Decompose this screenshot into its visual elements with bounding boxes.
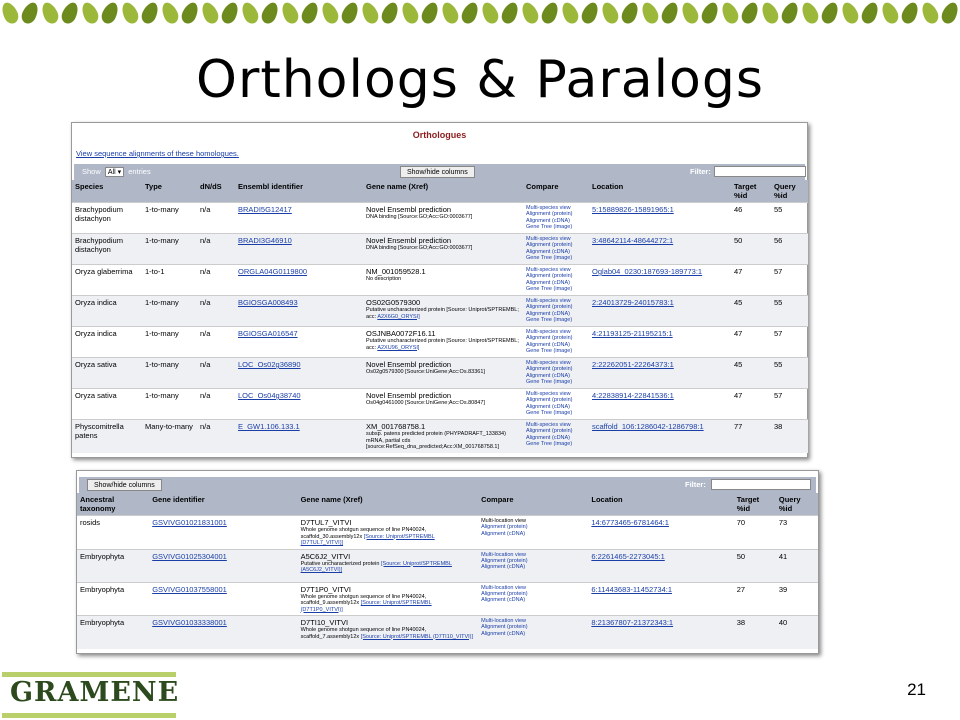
leaf-icon [919, 0, 941, 26]
compare-link[interactable]: Alignment (protein) [526, 273, 573, 280]
location-cell [588, 616, 733, 649]
species-cell: Brachypodium distachyon [72, 203, 142, 234]
target-id-cell: 46 [731, 203, 771, 234]
location-cell [589, 234, 731, 265]
ensembl-id-link[interactable]: LOC_Os04g38740 [238, 391, 301, 400]
paralogues-filter-input[interactable] [711, 479, 811, 490]
xref-link[interactable]: [Source: Uniprot/SPTREMBL (D7TI10_VITVI)] [360, 633, 473, 640]
column-header[interactable]: Ancestral taxonomy [77, 493, 149, 516]
location-cell [588, 582, 733, 616]
leaf-icon [119, 0, 141, 26]
query-id-cell: 39 [776, 582, 818, 616]
leaf-icon [259, 0, 281, 26]
location-link[interactable]: 14:6773465-6781464:1 [591, 518, 669, 527]
orthologues-panel [71, 122, 808, 458]
leaf-icon [179, 0, 201, 26]
table-row [77, 616, 818, 649]
leaf-icon [19, 0, 41, 26]
column-header[interactable]: dN/dS [197, 180, 235, 203]
leaf-icon [459, 0, 481, 26]
column-header[interactable]: Species [72, 180, 142, 203]
gene-description: Whole genome shotgun sequence of line PN40024, scaffold_30.assembly12x [Source: Uniprot/SPTREMBL (D7TUL7_VITVI)] [300, 527, 435, 546]
location-link[interactable]: 5:15889826-15891965:1 [592, 205, 674, 214]
species-cell: Oryza glaberrima [72, 265, 142, 296]
compare-link[interactable]: Alignment (cDNA) [481, 630, 526, 637]
species-cell: Oryza sativa [72, 358, 142, 389]
species-cell: Oryza indica [72, 327, 142, 358]
gene-description: DNA binding [Source:GO;Acc:GO:0003677] [366, 214, 473, 220]
ensembl-id-link[interactable]: BGIOSGA016547 [238, 329, 298, 338]
column-header[interactable]: Gene name (Xref) [298, 493, 478, 516]
gene-description: No description [366, 276, 402, 282]
table-row [72, 296, 808, 327]
location-cell [589, 420, 731, 453]
compare-link[interactable]: Alignment (cDNA) [526, 217, 571, 224]
compare-link[interactable]: Alignment (cDNA) [526, 310, 571, 317]
gene-description: Whole genome shotgun sequence of line PN40024, scaffold_9.assembly12x [Source: Uniprot/SPTREMBL (D7T1P0_VITVI)] [300, 593, 432, 613]
compare-link[interactable]: Alignment (protein) [526, 366, 573, 373]
leaf-icon [739, 0, 761, 26]
filter-input[interactable] [714, 166, 806, 177]
target-id-cell: 47 [731, 389, 771, 420]
slide-title: Orthologs & Paralogs [196, 50, 764, 110]
taxonomy-cell: Embryophyta [77, 582, 149, 616]
compare-link[interactable]: Multi-species view [526, 298, 571, 304]
logo-text: GRAMENE [10, 677, 180, 708]
gene-description: Putative uncharacterized protein [Source: Uniprot/SPTREMBL (A5C6J2_VITVI)] [300, 560, 452, 573]
orthologues-title: Orthologues [412, 130, 467, 140]
location-link[interactable]: Oglab04_0230:187693-189773:1 [592, 267, 703, 276]
compare-link[interactable]: Gene Tree (image) [526, 347, 573, 354]
dnds-cell: n/a [197, 389, 235, 420]
ensembl-id-cell [235, 234, 363, 265]
column-header[interactable]: Type [142, 180, 197, 203]
taxonomy-cell: Embryophyta [77, 549, 149, 582]
location-link[interactable]: 6:11443683-11452734:1 [591, 584, 672, 594]
species-cell: Oryza indica [72, 296, 142, 327]
gene-id-link[interactable]: GSVIVG01025304001 [152, 551, 227, 561]
leaf-icon [619, 0, 641, 26]
leaf-icon [199, 0, 221, 26]
target-id-cell: 27 [734, 582, 776, 616]
ensembl-id-link[interactable]: BGIOSGA008493 [238, 298, 298, 307]
dnds-cell: n/a [197, 358, 235, 389]
compare-link[interactable]: Gene Tree (image) [526, 440, 573, 447]
leaf-icon [39, 0, 61, 26]
compare-link[interactable]: Alignment (cDNA) [526, 248, 571, 255]
table-row [72, 389, 808, 420]
query-id-cell: 41 [776, 549, 818, 582]
leaf-icon [299, 0, 321, 26]
gene-id-cell [149, 616, 297, 649]
compare-link[interactable]: Alignment (cDNA) [481, 530, 526, 537]
compare-cell [523, 265, 589, 296]
query-id-cell: 73 [776, 516, 818, 550]
paralogues-controls [79, 477, 816, 493]
leaf-icon [859, 0, 881, 26]
gene-id-cell [149, 516, 297, 550]
compare-link[interactable]: Gene Tree (image) [526, 409, 573, 416]
leaf-icon [819, 0, 841, 26]
leaf-icon [139, 0, 161, 26]
gene-name: Novel Ensembl prediction [366, 391, 452, 400]
type-cell: 1-to-many [142, 327, 197, 358]
gene-name: Novel Ensembl prediction [366, 236, 452, 245]
leaf-icon [839, 0, 861, 26]
compare-link[interactable]: Alignment (cDNA) [526, 372, 571, 379]
compare-cell [523, 389, 589, 420]
compare-link[interactable]: Gene Tree (image) [526, 285, 573, 292]
dnds-cell: n/a [197, 265, 235, 296]
leaf-icon [579, 0, 601, 26]
gene-name-cell [363, 327, 523, 358]
leaf-icon [499, 0, 521, 26]
gene-name-cell [363, 203, 523, 234]
gene-name: Novel Ensembl prediction [366, 205, 452, 214]
target-id-cell: 70 [734, 516, 776, 550]
gene-name-cell [298, 616, 478, 649]
compare-link[interactable]: Alignment (cDNA) [526, 279, 571, 286]
orthologues-controls [74, 164, 805, 180]
ensembl-id-cell [235, 265, 363, 296]
location-link[interactable]: 3:48642114-48644272:1 [592, 236, 674, 245]
leaf-icon [339, 0, 361, 26]
leaf-icon [759, 0, 781, 26]
type-cell: 1-to-many [142, 234, 197, 265]
target-id-cell: 45 [731, 358, 771, 389]
leaf-icon [679, 0, 701, 26]
compare-cell [478, 516, 588, 550]
leaf-icon [799, 0, 821, 26]
ensembl-id-link[interactable]: ORGLA04G0119800 [238, 267, 308, 276]
type-cell: 1-to-1 [142, 265, 197, 296]
target-id-cell: 38 [734, 616, 776, 649]
column-header[interactable]: Gene identifier [149, 493, 297, 516]
leaf-icon [59, 0, 81, 26]
column-header[interactable]: Ensembl identifier [235, 180, 363, 203]
compare-link[interactable]: Multi-species view [526, 267, 571, 273]
column-header[interactable]: Gene name (Xref) [363, 180, 523, 203]
leaf-icon [359, 0, 381, 26]
compare-link[interactable]: Multi-species view [526, 391, 571, 397]
location-cell [589, 296, 731, 327]
compare-link[interactable]: Gene Tree (image) [526, 223, 573, 230]
compare-link[interactable]: Alignment (protein) [526, 211, 573, 218]
compare-link[interactable]: Alignment (protein) [526, 304, 573, 311]
xref-link[interactable]: A2X6G0_ORYSI] [377, 313, 420, 320]
location-link[interactable]: 6:2261465-2273045:1 [591, 551, 665, 561]
location-cell [589, 203, 731, 234]
leaf-icon [699, 0, 721, 26]
query-id-cell: 55 [771, 358, 808, 389]
gene-description: Os02g0579300 [Source:UniGene;Acc:Os.83361] [366, 369, 485, 375]
ensembl-id-cell [235, 327, 363, 358]
gene-description: subsp. patens predicted protein (PHYPADRAFT_133834) mRNA, partial cds [source:RefSeq_dna_predicted;Acc:XM_001768758.1] [366, 431, 506, 450]
leaf-icon [0, 0, 21, 26]
compare-link[interactable]: Multi-location view [481, 518, 526, 524]
compare-link[interactable]: Alignment (protein) [526, 335, 573, 342]
gene-name: OSJNBA0072F16.11 [366, 329, 436, 338]
gene-name: D7T1P0_VITVI [300, 584, 352, 594]
xref-link[interactable]: [Source: Uniprot/SPTREMBL (D7T1P0_VITVI)] [300, 600, 432, 613]
leaf-icon [99, 0, 121, 26]
query-id-cell: 57 [771, 265, 808, 296]
paralogues-filter-label: Filter: [685, 480, 706, 489]
leaf-icon [559, 0, 581, 26]
gene-id-link[interactable]: GSVIVG01021831001 [152, 518, 227, 527]
paralogues-panel [76, 470, 819, 654]
leaf-icon [599, 0, 621, 26]
table-row [72, 265, 808, 296]
dnds-cell: n/a [197, 203, 235, 234]
compare-link[interactable]: Alignment (protein) [481, 557, 528, 564]
compare-link[interactable]: Multi-species view [526, 329, 571, 335]
taxonomy-cell: Embryophyta [77, 616, 149, 649]
show-label: Show [82, 167, 101, 176]
gene-description: Putative uncharacterized protein [Source: Uniprot/SPTREMBL; acc: A2XU96_ORYSI] [366, 338, 519, 351]
show-hide-columns-button[interactable]: Show/hide columns [400, 166, 475, 178]
table-row [77, 516, 818, 550]
location-link[interactable]: 4:21193125-21195215:1 [592, 329, 673, 338]
gene-description: Whole genome shotgun sequence of line PN40024, scaffold_7.assembly12x [Source: Uniprot/SPTREMBL (D7TI10_VITVI)] [300, 627, 473, 640]
gene-description: Putative uncharacterized protein [Source: Uniprot/SPTREMBL; acc: A2X6G0_ORYSI] [366, 307, 519, 320]
query-id-cell: 40 [776, 616, 818, 649]
compare-link[interactable]: Alignment (protein) [481, 624, 528, 631]
target-id-cell: 50 [731, 234, 771, 265]
compare-cell [478, 616, 588, 649]
leaf-icon [419, 0, 441, 26]
xref-link[interactable]: A2XU96_ORYSI] [377, 344, 420, 351]
leaf-icon [639, 0, 661, 26]
compare-cell [478, 582, 588, 616]
type-cell: Many-to-many [142, 420, 197, 453]
gene-name-cell [298, 582, 478, 616]
compare-link[interactable]: Gene Tree (image) [526, 378, 573, 385]
gene-name-cell [363, 389, 523, 420]
gene-name-cell [363, 420, 523, 453]
species-cell: Physcomitrella patens [72, 420, 142, 453]
leaf-icon [399, 0, 421, 26]
gramene-logo [2, 672, 180, 718]
gene-name: OS02G0579300 [366, 298, 421, 307]
table-row [72, 234, 808, 265]
compare-link[interactable]: Alignment (protein) [526, 428, 573, 435]
paralogues-table [77, 493, 818, 649]
xref-link[interactable]: [Source: Uniprot/SPTREMBL (D7TUL7_VITVI)] [300, 533, 435, 546]
target-id-cell: 50 [734, 549, 776, 582]
type-cell: 1-to-many [142, 358, 197, 389]
compare-cell [523, 234, 589, 265]
leaf-icon [319, 0, 341, 26]
leaf-icon [539, 0, 561, 26]
leaf-icon [519, 0, 541, 26]
leaf-icon [439, 0, 461, 26]
dnds-cell: n/a [197, 420, 235, 453]
location-link[interactable]: scaffold_106:1286042-1286798:1 [592, 422, 704, 431]
gene-name: NM_001059528.1 [366, 267, 426, 276]
gene-name-cell [363, 358, 523, 389]
column-header[interactable]: Target %id [731, 180, 771, 203]
target-id-cell: 45 [731, 296, 771, 327]
dnds-cell: n/a [197, 234, 235, 265]
ensembl-id-link[interactable]: BRADI5G12417 [238, 205, 292, 214]
target-id-cell: 47 [731, 327, 771, 358]
logo-bar-bottom [2, 713, 176, 718]
compare-link[interactable]: Alignment (cDNA) [526, 403, 571, 410]
compare-link[interactable]: Multi-species view [526, 360, 571, 366]
compare-link[interactable]: Alignment (cDNA) [481, 597, 526, 604]
dnds-cell: n/a [197, 327, 235, 358]
table-row [77, 549, 818, 582]
compare-link[interactable]: Multi-species view [526, 422, 571, 428]
location-cell [589, 265, 731, 296]
column-header[interactable]: Query %id [771, 180, 808, 203]
leaf-icon [379, 0, 401, 26]
gene-name-cell [363, 265, 523, 296]
gene-description: Os04g0461000 [Source:UniGene;Acc:Os.80847] [366, 400, 485, 406]
leaf-icon [219, 0, 241, 26]
location-cell [588, 516, 733, 550]
leaf-icon [719, 0, 741, 26]
gene-name: D7TI10_VITVI [300, 618, 349, 627]
ensembl-id-link[interactable]: LOC_Os02g36890 [238, 360, 301, 369]
query-id-cell: 56 [771, 234, 808, 265]
location-link[interactable]: 8:21367807-21372343:1 [591, 618, 674, 627]
location-cell [589, 327, 731, 358]
species-cell: Brachypodium distachyon [72, 234, 142, 265]
compare-link[interactable]: Alignment (protein) [526, 242, 573, 249]
leaf-icon [659, 0, 681, 26]
gene-id-cell [149, 549, 297, 582]
gene-name-cell [363, 296, 523, 327]
gene-name: XM_001768758.1 [366, 422, 426, 431]
leaf-icon [779, 0, 801, 26]
column-header[interactable]: Location [588, 493, 733, 516]
compare-cell [478, 549, 588, 582]
species-cell: Oryza sativa [72, 389, 142, 420]
leaf-icon [879, 0, 901, 26]
query-id-cell: 55 [771, 203, 808, 234]
entries-select[interactable]: All ▾ [105, 167, 124, 177]
compare-cell [523, 420, 589, 453]
ensembl-id-link[interactable]: E_GW1.106.133.1 [238, 422, 300, 431]
gene-name: A5C6J2_VITVI [300, 551, 351, 561]
compare-link[interactable]: Alignment (cDNA) [526, 341, 571, 348]
column-header[interactable]: Target %id [734, 493, 776, 516]
dnds-cell: n/a [197, 296, 235, 327]
compare-cell [523, 358, 589, 389]
leaf-banner [0, 0, 960, 28]
ensembl-id-cell [235, 296, 363, 327]
location-link[interactable]: 2:24013729-24015783:1 [592, 298, 674, 307]
query-id-cell: 57 [771, 389, 808, 420]
entries-select-value: All [107, 169, 116, 176]
compare-link[interactable]: Alignment (protein) [481, 524, 528, 531]
leaf-icon [239, 0, 261, 26]
type-cell: 1-to-many [142, 389, 197, 420]
leaf-icon [159, 0, 181, 26]
gene-name: D7TUL7_VITVI [300, 518, 352, 527]
compare-link[interactable]: Multi-location view [481, 584, 526, 591]
gene-id-link[interactable]: GSVIVG01037558001 [152, 584, 227, 594]
compare-link[interactable]: Alignment (protein) [481, 590, 528, 597]
compare-link[interactable]: Multi-location view [481, 551, 526, 558]
type-cell: 1-to-many [142, 203, 197, 234]
ensembl-id-link[interactable]: BRADI3G46910 [238, 236, 292, 245]
column-header[interactable]: Compare [478, 493, 588, 516]
compare-link[interactable]: Gene Tree (image) [526, 316, 573, 323]
ensembl-id-cell [235, 203, 363, 234]
ensembl-id-cell [235, 389, 363, 420]
table-row [72, 358, 808, 389]
gene-name: Novel Ensembl prediction [366, 360, 452, 369]
ensembl-id-cell [235, 358, 363, 389]
show-entries [82, 167, 151, 177]
leaf-icon [939, 0, 960, 26]
xref-link[interactable]: [Source: Uniprot/SPTREMBL (A5C6J2_VITVI)] [300, 560, 452, 573]
table-row [72, 327, 808, 358]
filter-label: Filter: [690, 167, 711, 176]
gene-id-cell [149, 582, 297, 616]
compare-cell [523, 203, 589, 234]
compare-link[interactable]: Alignment (cDNA) [526, 434, 571, 441]
page-number: 21 [907, 680, 926, 699]
compare-cell [523, 327, 589, 358]
leaf-icon [79, 0, 101, 26]
view-alignments-link[interactable]: View sequence alignments of these homologues. [76, 149, 239, 158]
compare-link[interactable]: Alignment (cDNA) [481, 564, 526, 571]
location-link[interactable]: 4:22838914-22841536:1 [592, 391, 674, 400]
location-cell [589, 358, 731, 389]
column-header[interactable]: Location [589, 180, 731, 203]
target-id-cell: 77 [731, 420, 771, 453]
compare-link[interactable]: Alignment (protein) [526, 397, 573, 404]
compare-link[interactable]: Multi-species view [526, 236, 571, 242]
table-row [77, 582, 818, 616]
location-cell [588, 549, 733, 582]
type-cell: 1-to-many [142, 296, 197, 327]
table-row [72, 203, 808, 234]
column-header[interactable]: Compare [523, 180, 589, 203]
gene-name-cell [298, 516, 478, 550]
compare-link[interactable]: Gene Tree (image) [526, 254, 573, 261]
gene-name-cell [363, 234, 523, 265]
taxonomy-cell: rosids [77, 516, 149, 550]
ensembl-id-cell [235, 420, 363, 453]
gene-id-link[interactable]: GSVIVG01033338001 [152, 618, 227, 627]
orthologues-table [72, 180, 808, 453]
gene-description: DNA binding [Source:GO;Acc:GO:0003677] [366, 245, 473, 251]
table-row [72, 420, 808, 453]
paralogues-show-hide-columns-button[interactable]: Show/hide columns [87, 479, 162, 491]
column-header[interactable]: Query %id [776, 493, 818, 516]
gene-name-cell [298, 549, 478, 582]
entries-label: entries [128, 167, 151, 176]
leaf-icon [479, 0, 501, 26]
location-cell [589, 389, 731, 420]
leaf-icon [899, 0, 921, 26]
location-link[interactable]: 2:22262051-22264373:1 [592, 360, 674, 369]
compare-cell [523, 296, 589, 327]
query-id-cell: 38 [771, 420, 808, 453]
query-id-cell: 55 [771, 296, 808, 327]
compare-link[interactable]: Multi-location view [481, 618, 526, 624]
query-id-cell: 57 [771, 327, 808, 358]
leaf-icon [279, 0, 301, 26]
compare-link[interactable]: Multi-species view [526, 205, 571, 211]
target-id-cell: 47 [731, 265, 771, 296]
